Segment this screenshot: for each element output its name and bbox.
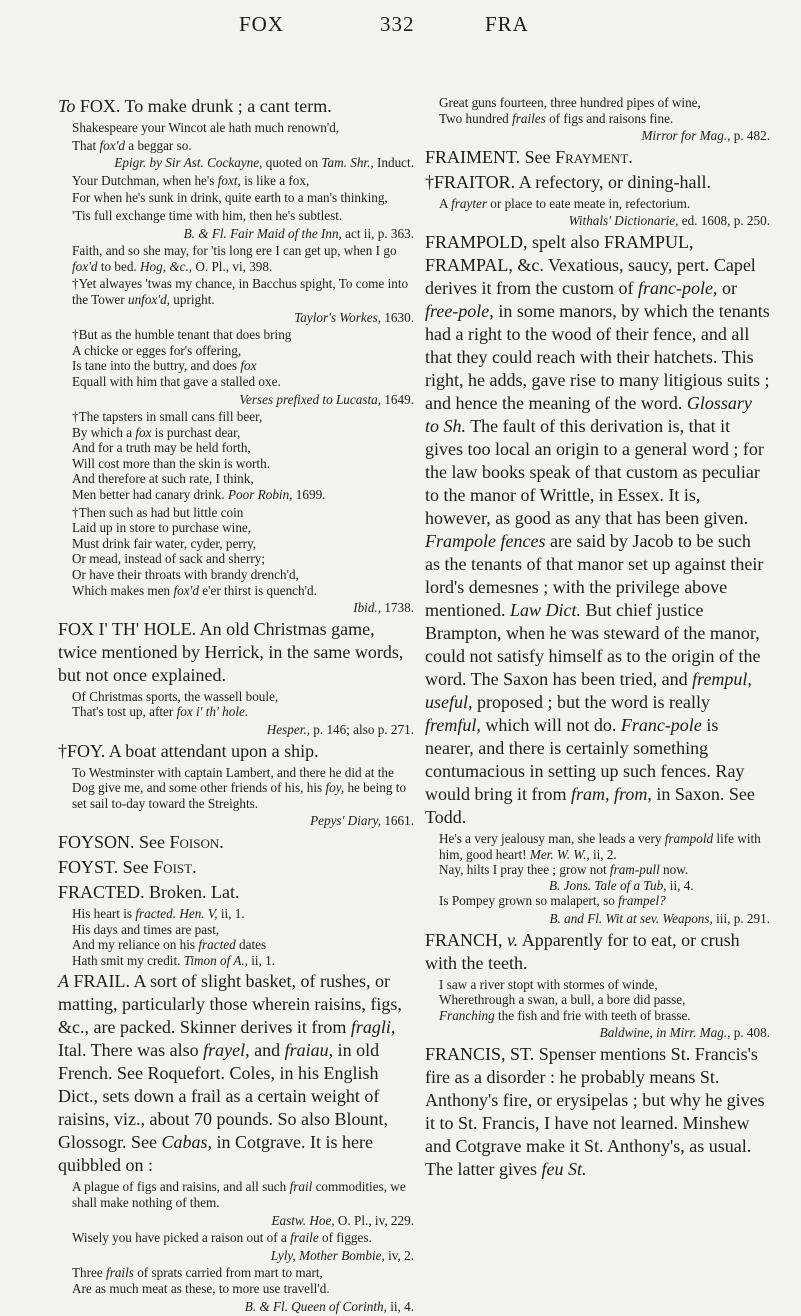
- left-column: [58, 95, 414, 1316]
- quotation: I saw a river stopt with stormes of winde, Wherethrough a swan, a bull, a bore did passe, Franching the fish and frie with teeth of brasse.: [439, 976, 691, 1023]
- entry-text: FOX I' TH' HOLE. An old Christmas game, twice mentioned by Herrick, in the same words, but not once explained.: [58, 618, 404, 685]
- quotation: Epigr. by Sir Ast. Cockayne, quoted on Tam. Shr., Induct.: [114, 155, 414, 171]
- quotation: B. & Fl. Fair Maid of the Inn, act ii, p. 363.: [183, 225, 414, 241]
- quotation: Three frails of sprats carried from mart to mart, Are as much meat as these, to more use travell'd.: [72, 1265, 330, 1296]
- quotation: 'Tis full exchange time with him, then he's subtlest.: [72, 207, 343, 223]
- quotation: Mirror for Mag., p. 482.: [641, 128, 770, 144]
- entry-text: A FRAIL. A sort of slight basket, of rushes, or matting, particularly those wherein raisins, figs, &c., are packed. Skinner derives it from fragli, Ital. There was also frayel, and fraiau, in old French. See Roquefort. Coles, in his English Dict., sets down a frail as a certain weight of raisins, viz., about 70 pounds. So also Blount, Glossogr. See Cabas, in Cotgrave. It is here quibbled on :: [58, 971, 402, 1176]
- quotation: Great guns fourteen, three hundred pipes of wine, Two hundred frailes of figs and raisons fine.: [439, 95, 701, 126]
- quotation: Eastw. Hoe, O. Pl., iv, 229.: [271, 1212, 414, 1228]
- quotation: Withals' Dictionarie, ed. 1608, p. 250.: [568, 213, 770, 229]
- quotation: Pepys' Diary, 1661.: [310, 813, 414, 829]
- entry-text: FRACTED. Broken. Lat.: [58, 881, 240, 902]
- running-head-left: FOX: [239, 12, 285, 36]
- quotation: He's a very jealousy man, she leads a very frampold life with him, good heart! Mer. W. W., ii, 2. Nay, hilts I pray thee ; grow not fram-pull now. B. Jons. Tale of a Tub, ii, 4. Is Pompey grown so malapert, so frampel?: [439, 830, 761, 909]
- quotation: B. & Fl. Queen of Corinth, ii, 4.: [244, 1298, 414, 1314]
- quotation: †But as the humble tenant that does bring A chicke or egges for's offering, Is tane into the buttry, and does fox Equall with him that gave a stalled oxe.: [72, 327, 292, 389]
- quotation: To Westminster with captain Lambert, and there he did at the Dog give me, and some other friends of his, his foy, he being to set sail to-day toward the Streights.: [72, 764, 407, 811]
- entry-text: FOYSON. See Foison.: [58, 831, 224, 852]
- entry-text: FRAIMENT. See Frayment.: [425, 146, 633, 167]
- quotation: A frayter or place to eate meate in, refectorium.: [439, 195, 691, 211]
- quotation: Ibid., 1738.: [353, 600, 414, 616]
- quotation: For when he's sunk in drink, quite earth to a man's thinking,: [72, 190, 388, 206]
- quotation: †Yet alwayes 'twas my chance, in Bacchus spight, To come into the Tower unfox'd, upright.: [72, 276, 409, 307]
- quotation: Baldwine, in Mirr. Mag., p. 408.: [599, 1025, 770, 1041]
- entry-text: †FOY. A boat attendant upon a ship.: [58, 740, 319, 761]
- quotation: That fox'd a beggar so.: [72, 137, 192, 153]
- quotation: Of Christmas sports, the wassell boule, That's tost up, after fox i' th' hole.: [72, 688, 279, 720]
- page-number: 332: [380, 12, 415, 36]
- quotation: †The tapsters in small cans fill beer, By which a fox is purchast dear, And for a truth may be held forth, Will cost more than the skin is worth. And therefore at such rate, I think, Men better had canary drink. Poor Robin, 1699.: [72, 409, 326, 503]
- quotation: Verses prefixed to Lucasta, 1649.: [239, 391, 414, 407]
- entry-text: †FRAITOR. A refectory, or dining-hall.: [425, 171, 711, 192]
- quotation: A plague of figs and raisins, and all such frail commodities, we shall make nothing of them.: [72, 1179, 406, 1210]
- right-column: [425, 95, 770, 1183]
- quotation: Taylor's Workes, 1630.: [294, 309, 414, 325]
- entry-text: FRANCH, v. Apparently for to eat, or crush with the teeth.: [425, 929, 740, 973]
- quotation: His heart is fracted. Hen. V, ii, 1. His days and times are past, And my reliance on his fracted dates Hath smit my credit. Timon of A., ii, 1.: [72, 905, 276, 968]
- quotation: Faith, and so she may, for 'tis long ere I can get up, when I go fox'd to bed. Hog, &c., O. Pl., vi, 398.: [72, 243, 397, 274]
- quotation: Shakespeare your Wincot ale hath much renown'd,: [72, 120, 340, 135]
- quotation: Wisely you have picked a raison out of a fraile of figges.: [72, 1230, 372, 1246]
- entry-text: FOYST. See Foist.: [58, 856, 197, 877]
- quotation: Lyly, Mother Bombie, iv, 2.: [270, 1247, 414, 1263]
- quotation: Your Dutchman, when he's foxt, is like a fox,: [72, 172, 310, 188]
- quotation: B. and Fl. Wit at sev. Weapons, iii, p. 291.: [549, 910, 770, 926]
- quotation: †Then such as had but little coin Laid up in store to purchase wine, Must drink fair water, cyder, perry, Or mead, instead of sack and sherry; Or have their throats with brandy drench'd, Which makes men fox'd e'er thirst is quench'd.: [72, 504, 317, 598]
- entry-text: To FOX. To make drunk ; a cant term.: [58, 96, 332, 116]
- running-head-right: FRA: [485, 12, 529, 36]
- quotation: Hesper., p. 146; also p. 271.: [266, 722, 414, 737]
- entry-text: FRAMPOLD, spelt also FRAMPUL, FRAMPAL, &c. Vexatious, saucy, pert. Capel derives it from the custom of franc-pole, or free-pole, in some manors, by which the tenants had a right to the wood of their fence, and all that they could reach with their hatchets. This right, he adds, gave rise to many litigious suits ; and hence the meaning of the word. Glossary to Sh. The fault of this derivation is, that it gives too local an origin to a general word ; for the law books speak of that custom as peculiar to the manor of Writtle, in Essex. It is, however, as good as any that has been given. Frampole fences are said by Jacob to be such as the tenants of that manor set up against their lord's demesnes ; with the privilege above mentioned. Law Dict. But chief justice Brampton, when he was steward of the manor, could not satisfy himself as to the origin of the word. The Saxon has been tried, and frempul, useful, proposed ; but the word is really fremful, which will not do. Franc-pole is nearer, and there is certainly something contumacious in setting up such fences. Ray would bring it from fram, from, in Saxon. See Todd.: [425, 231, 770, 827]
- entry-text: FRANCIS, ST. Spenser mentions St. Francis's fire as a disorder : he probably means St. Anthony's fire, or erysipelas ; but why he gives it to St. Francis, I have not learned. Minshew and Cotgrave make it St. Anthony's, as usual. The latter gives feu St.: [425, 1043, 765, 1179]
